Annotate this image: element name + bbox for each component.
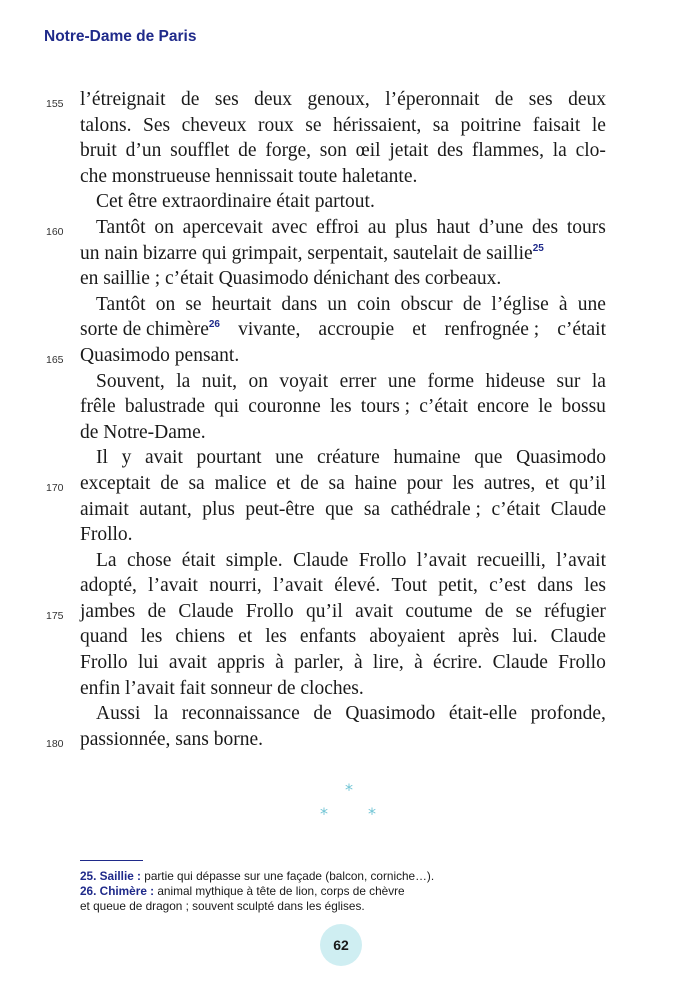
word: Frollo	[245, 600, 294, 622]
word: Quasimodo	[345, 703, 436, 725]
footnote-text: animal mythique à tête de lion, corps de chèvre	[154, 884, 405, 898]
asterisk-icon: *	[320, 804, 328, 823]
word: ses	[528, 89, 553, 110]
word: Claude	[178, 600, 234, 622]
line-number: 155	[46, 98, 64, 110]
word: Souvent,	[96, 370, 165, 392]
body-text	[46, 87, 606, 752]
word: on	[155, 293, 176, 315]
word: roux	[258, 114, 294, 136]
word: voyait	[279, 370, 329, 392]
word: l’étreignait	[80, 89, 166, 110]
word: balustrade	[124, 396, 206, 418]
word: l’avait	[556, 549, 606, 571]
footnote-26-continued: et queue de dragon ; souvent sculpté dans les églises.	[80, 899, 365, 913]
word: nuit,	[201, 370, 237, 392]
word: lui	[138, 652, 159, 674]
word: hideuse	[485, 370, 546, 392]
text-line: de Notre-Dame.	[80, 421, 206, 443]
text-line	[46, 87, 606, 113]
word: appris	[217, 652, 265, 674]
word: heurtait	[211, 293, 272, 315]
word: Claude	[492, 652, 548, 674]
word: renfrognée ;	[444, 319, 540, 341]
word: effroi	[316, 216, 360, 238]
word: après	[458, 626, 500, 648]
word: c’est	[489, 575, 526, 597]
word: le	[538, 396, 553, 418]
asterism	[318, 780, 382, 824]
word: quand	[80, 626, 128, 648]
word: poitrine	[460, 114, 522, 136]
word: une	[275, 447, 304, 469]
text-line	[80, 624, 606, 650]
word: sa	[188, 472, 205, 494]
text-line	[46, 343, 606, 369]
word: cheveux	[181, 114, 247, 136]
word: tours ;	[360, 396, 411, 418]
text-line	[80, 394, 606, 420]
text-line	[80, 573, 606, 599]
word: autres,	[483, 472, 536, 494]
text-line: Cet être extraordinaire était partout.	[96, 191, 375, 213]
word: bruit	[80, 140, 117, 162]
line-text	[80, 317, 220, 343]
word: à	[353, 652, 363, 674]
word: plus	[202, 498, 235, 520]
word: malice	[214, 472, 267, 494]
asterisk-icon: *	[368, 804, 376, 823]
word: Claude	[550, 498, 606, 520]
word: nourri,	[209, 575, 262, 597]
footnote-25	[80, 869, 640, 884]
word: plus	[395, 216, 428, 238]
word: clo-	[575, 140, 606, 162]
word: réfugier	[544, 600, 606, 622]
word: faisait	[532, 114, 581, 136]
text-line	[46, 727, 606, 753]
text-line	[46, 215, 606, 241]
word: coutume	[405, 600, 473, 622]
word: c’était	[557, 319, 606, 341]
word: jetait	[389, 140, 429, 162]
word: humaine	[393, 447, 461, 469]
word: apercevait	[182, 216, 263, 238]
word: pour	[406, 472, 443, 494]
word: haine	[354, 472, 397, 494]
word: Tantôt	[96, 216, 146, 238]
word: d’un	[125, 140, 162, 162]
page-number: 62	[320, 924, 362, 966]
word: deux	[254, 89, 293, 110]
word: sa	[363, 498, 381, 520]
word: peut-être	[245, 498, 315, 520]
word: Aussi	[96, 703, 141, 725]
word: la	[552, 140, 567, 162]
word: aimait	[80, 498, 129, 520]
word: de	[238, 140, 257, 162]
word: sa	[432, 114, 450, 136]
word: dans	[537, 575, 573, 597]
word: Ses	[142, 114, 171, 136]
word: exceptait	[80, 472, 151, 494]
text-line	[46, 599, 606, 625]
word: haut	[436, 216, 471, 238]
word: c’était	[419, 396, 468, 418]
word: les	[584, 575, 606, 597]
word: son	[319, 140, 347, 162]
text-line	[80, 369, 606, 395]
word: et	[276, 472, 291, 494]
word: les	[265, 626, 287, 648]
word: on	[248, 370, 268, 392]
word: et	[545, 472, 560, 494]
word: d’une	[478, 216, 524, 238]
line-text-a: sorte de chimère	[80, 319, 209, 341]
word: enfants	[299, 626, 357, 648]
word: profonde,	[530, 703, 606, 725]
word: de	[300, 472, 319, 494]
word: l’avait	[416, 549, 467, 571]
text-line	[80, 497, 606, 523]
word: Claude	[293, 549, 349, 571]
line-number: 165	[46, 353, 64, 366]
word: qui	[214, 396, 240, 418]
word: avec	[271, 216, 308, 238]
footnote-divider	[80, 860, 143, 861]
word: avait	[168, 652, 207, 674]
word: recueilli,	[477, 549, 546, 571]
word: Frollo	[358, 549, 407, 571]
running-header: Notre-Dame de Paris	[44, 28, 197, 45]
word: parler,	[294, 652, 344, 674]
word: était-elle	[448, 703, 518, 725]
word: chose	[126, 549, 172, 571]
word: Frollo	[80, 652, 128, 674]
word: se	[515, 600, 532, 622]
footnote-ref-25[interactable]: 25	[532, 242, 544, 254]
word: une	[387, 370, 417, 392]
footnote-term: 26. Chimère :	[80, 884, 155, 898]
word: Quasimodo	[516, 447, 606, 469]
footnote-text: partie qui dépasse sur une façade (balcon, corniche…).	[140, 869, 435, 883]
word: à	[558, 293, 568, 315]
word: vivante,	[238, 319, 301, 341]
word: Il	[96, 447, 108, 469]
word: de	[181, 89, 200, 110]
text-line	[80, 548, 606, 574]
word: de	[484, 600, 504, 622]
text-line: en saillie ; c’était Quasimodo dénichant des corbeaux.	[80, 268, 502, 290]
word: de	[313, 703, 332, 725]
word: simple.	[225, 549, 283, 571]
word: qu’il	[305, 600, 343, 622]
word: de	[462, 293, 482, 315]
word: obscur	[400, 293, 453, 315]
word: ses	[214, 89, 239, 110]
word: on	[154, 216, 174, 238]
word: écrire.	[433, 652, 483, 674]
word: y	[121, 447, 132, 469]
word: avait	[144, 447, 183, 469]
word: forge,	[265, 140, 312, 162]
word: à	[414, 652, 423, 674]
line-number: 160	[46, 225, 64, 238]
line-text: un nain bizarre qui grimpait, serpentait, sautelait de saillie	[80, 242, 533, 264]
word: l’église	[491, 293, 549, 315]
word: que	[474, 447, 503, 469]
word: créature	[317, 447, 380, 469]
word: le	[591, 114, 606, 136]
word: de	[160, 472, 179, 494]
text-line: che monstrueuse hennissait toute haletante.	[80, 165, 418, 187]
word: jambes	[80, 600, 136, 622]
word: sur	[556, 370, 581, 392]
text-line	[80, 113, 606, 139]
word: La	[96, 549, 117, 571]
word: et	[412, 319, 427, 341]
line-text: Quasimodo pensant.	[80, 344, 240, 366]
word: de	[494, 89, 514, 110]
text-line	[80, 292, 606, 318]
word: flammes,	[471, 140, 544, 162]
word: cathédrale ;	[390, 498, 481, 520]
line-number: 170	[46, 481, 64, 494]
word: une	[577, 293, 606, 315]
word: sa	[328, 472, 345, 494]
word: hérissaient,	[333, 114, 422, 136]
line-number: 180	[46, 737, 64, 750]
word: des	[437, 140, 464, 162]
text-line	[80, 317, 606, 343]
word: Claude	[550, 626, 606, 648]
word: la	[176, 370, 191, 392]
word: reconnaissance	[181, 703, 300, 725]
text-line: Frollo.	[80, 524, 133, 546]
word: bossu	[561, 396, 606, 418]
word: aboyaient	[369, 626, 446, 648]
footnote-term: 25. Saillie :	[80, 869, 141, 883]
line-number: 175	[46, 609, 64, 622]
word: coin	[356, 293, 391, 315]
word: que	[325, 498, 354, 520]
word: l’avait	[273, 575, 323, 597]
word: avait	[355, 600, 394, 622]
word: dans	[281, 293, 318, 315]
word: des	[532, 216, 559, 238]
word: errer	[339, 370, 377, 392]
footnotes	[80, 869, 640, 914]
word: accroupie	[318, 319, 395, 341]
asterisk-icon: *	[345, 780, 353, 799]
word: Tantôt	[96, 293, 146, 315]
text-line	[80, 445, 606, 471]
word: les	[140, 626, 163, 648]
word: Tout	[391, 575, 427, 597]
word: talons.	[80, 114, 132, 136]
text-line: enfin l’avait fait sonneur de cloches.	[80, 677, 364, 699]
footnote-26	[80, 884, 640, 899]
word: œil	[355, 140, 381, 162]
text-line	[80, 138, 606, 164]
text-line	[80, 241, 606, 267]
word: l’avait	[148, 575, 198, 597]
word: qu’il	[569, 472, 606, 494]
word: encore	[477, 396, 530, 418]
word: c’était	[491, 498, 541, 520]
word: Frollo	[558, 652, 606, 674]
word: se	[305, 114, 322, 136]
word: les	[452, 472, 474, 494]
word: l’éperonnait	[385, 89, 480, 110]
word: deux	[568, 89, 606, 110]
word: au	[367, 216, 387, 238]
footnote-ref-26[interactable]: 26	[208, 319, 220, 331]
word: pourtant	[196, 447, 262, 469]
word: la	[154, 703, 169, 725]
word: adopté,	[80, 575, 137, 597]
word: était	[181, 549, 216, 571]
word: chiens	[175, 626, 226, 648]
line-text: passionnée, sans borne.	[80, 728, 264, 750]
word: un	[327, 293, 347, 315]
word: soufflet	[170, 140, 230, 162]
word: de	[147, 600, 166, 622]
word: à	[275, 652, 284, 674]
word: autant,	[139, 498, 192, 520]
text-line	[46, 471, 606, 497]
word: petit,	[438, 575, 478, 597]
word: élevé.	[334, 575, 381, 597]
word: forme	[427, 370, 475, 392]
word: lui.	[512, 626, 538, 648]
word: la	[591, 370, 606, 392]
word: couronne	[248, 396, 321, 418]
word: frêle	[80, 396, 116, 418]
text-line	[80, 701, 606, 727]
word: genoux,	[307, 89, 370, 110]
word: lire,	[372, 652, 404, 674]
word: se	[185, 293, 202, 315]
word: et	[238, 626, 253, 648]
word: tours	[566, 216, 606, 238]
text-line	[80, 650, 606, 676]
word: les	[329, 396, 352, 418]
